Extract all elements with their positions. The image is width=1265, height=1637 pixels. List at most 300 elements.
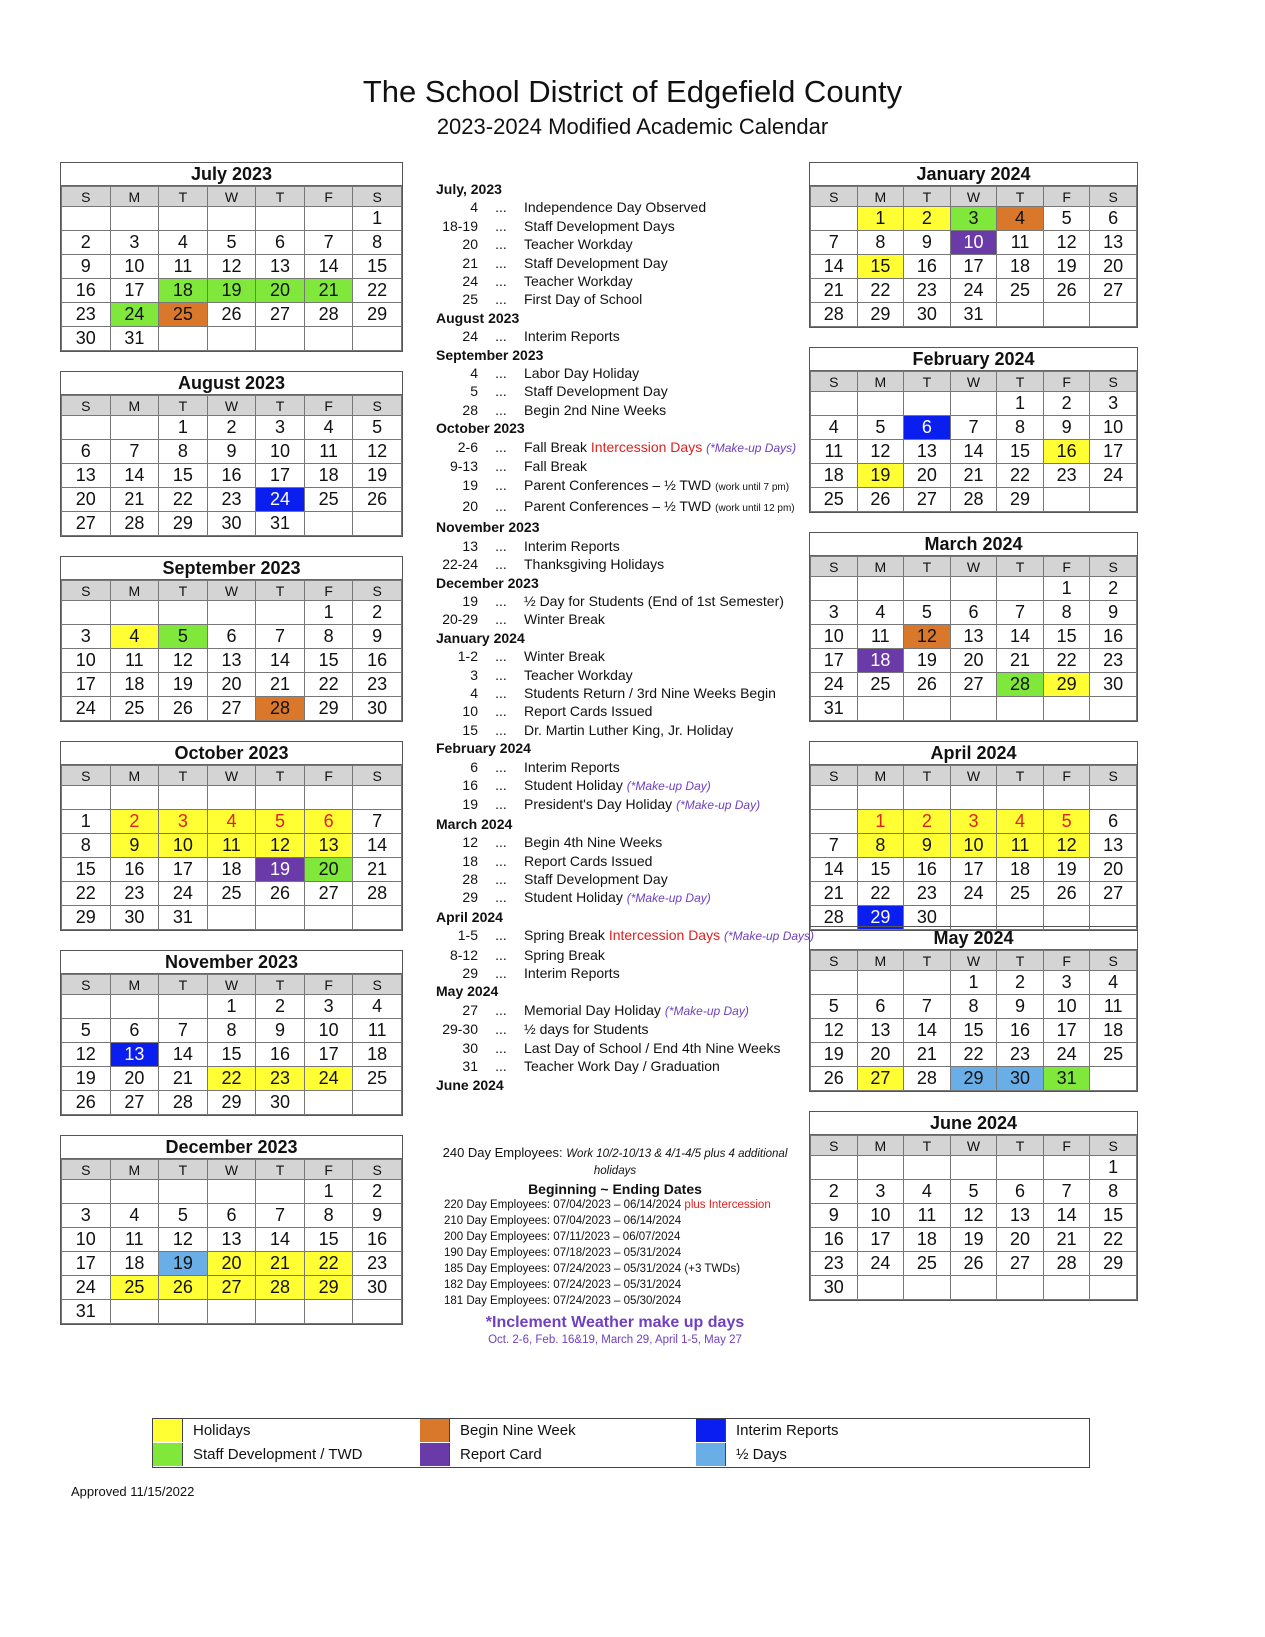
event-dots: ... [495, 758, 507, 775]
empty-cell [110, 207, 159, 231]
makeup-note: (*Make-up Day) [626, 779, 711, 793]
day-cell: 13 [256, 255, 305, 279]
month-calendar [809, 741, 1138, 931]
month-title: March 2024 [810, 533, 1137, 556]
weekday-header: M [857, 187, 904, 207]
day-cell: 17 [304, 1043, 353, 1067]
day-cell: 22 [997, 464, 1044, 488]
event-item [436, 684, 804, 702]
event-dots: ... [495, 1021, 507, 1038]
day-cell: 25 [353, 1067, 402, 1091]
event-item [436, 592, 804, 610]
employee-row: 185 Day Employees: 07/24/2023 – 05/31/2024 (+3 TWDs) [444, 1263, 741, 1275]
month-title: August 2023 [61, 372, 402, 395]
event-item [436, 537, 804, 555]
weekday-header: W [207, 766, 256, 786]
empty-cell [904, 786, 951, 810]
empty-cell [811, 971, 858, 995]
event-date: 31 [462, 1058, 478, 1075]
event-dots: ... [495, 777, 507, 793]
day-cell: 4 [997, 810, 1044, 834]
event-date: 21 [462, 254, 478, 271]
event-month-heading: October 2023 [436, 420, 525, 437]
event-date: 19 [462, 476, 478, 493]
day-cell: 19 [811, 1043, 858, 1067]
day-cell: 6 [1090, 810, 1137, 834]
day-cell: 30 [1090, 673, 1137, 697]
day-cell: 27 [997, 1252, 1044, 1276]
event-list [436, 180, 815, 1094]
weekday-header: F [304, 396, 353, 416]
day-cell: 3 [950, 207, 997, 231]
day-cell: 18 [353, 1043, 402, 1067]
weekday-header: W [207, 1160, 256, 1180]
day-cell: 21 [904, 1043, 951, 1067]
day-cell: 20 [857, 1043, 904, 1067]
day-cell: 23 [110, 882, 159, 906]
day-cell: 14 [1043, 1204, 1090, 1228]
weekday-header: S [353, 396, 402, 416]
day-cell: 16 [62, 279, 111, 303]
event-dots: ... [495, 852, 507, 869]
event-description: Interim Reports [524, 537, 620, 554]
day-cell: 8 [857, 834, 904, 858]
day-cell: 10 [304, 1019, 353, 1043]
weekday-header: T [256, 187, 305, 207]
day-cell: 11 [997, 231, 1044, 255]
empty-cell [1043, 1156, 1090, 1180]
day-cell: 14 [811, 858, 858, 882]
day-cell: 30 [353, 697, 402, 721]
event-dots: ... [495, 703, 507, 720]
month-title: April 2024 [810, 742, 1137, 765]
event-item [436, 666, 804, 684]
day-cell: 16 [997, 1019, 1044, 1043]
month-title: February 2024 [810, 348, 1137, 371]
intercession-note: plus Intercession [684, 1199, 771, 1211]
day-cell: 9 [904, 231, 951, 255]
empty-cell [1090, 1067, 1137, 1091]
event-date: 29 [462, 965, 478, 982]
empty-cell [62, 207, 111, 231]
day-cell: 24 [304, 1067, 353, 1091]
day-cell: 27 [1090, 882, 1137, 906]
day-cell: 20 [207, 673, 256, 697]
event-dots: ... [495, 592, 507, 609]
day-cell: 8 [1090, 1180, 1137, 1204]
day-cell: 20 [904, 464, 951, 488]
event-description: President's Day Holiday (*Make-up Day) [524, 796, 761, 813]
day-cell: 2 [62, 231, 111, 255]
day-cell: 24 [811, 673, 858, 697]
day-cell: 5 [950, 1180, 997, 1204]
event-dots: ... [495, 965, 507, 982]
day-cell: 19 [950, 1228, 997, 1252]
day-cell: 7 [256, 1204, 305, 1228]
event-date: 4 [470, 199, 478, 216]
day-cell: 5 [857, 416, 904, 440]
event-description: Teacher Workday [524, 273, 633, 290]
day-cell: 5 [353, 416, 402, 440]
empty-cell [1090, 303, 1137, 327]
day-cell: 26 [1043, 279, 1090, 303]
day-cell: 13 [207, 649, 256, 673]
weekday-header: M [110, 396, 159, 416]
makeup-note: (*Make-up Day) [664, 1003, 749, 1018]
day-cell: 25 [997, 882, 1044, 906]
empty-cell [304, 207, 353, 231]
event-date: 15 [462, 721, 478, 738]
day-cell: 29 [857, 303, 904, 327]
employee-row: 210 Day Employees: 07/04/2023 – 06/14/2024 [444, 1215, 682, 1227]
event-date: 19 [462, 796, 478, 813]
event-date: 6 [470, 758, 478, 775]
day-cell: 27 [207, 1276, 256, 1300]
day-cell: 7 [950, 416, 997, 440]
month-title: July 2023 [61, 163, 402, 186]
event-date: 28 [462, 871, 478, 888]
day-cell: 17 [62, 673, 111, 697]
day-cell: 2 [353, 1180, 402, 1204]
month-calendar [809, 347, 1138, 513]
empty-cell [1043, 786, 1090, 810]
event-description: ½ days for Students [524, 1021, 649, 1038]
day-cell: 25 [110, 697, 159, 721]
weekday-header: S [62, 766, 111, 786]
event-date: 29-30 [442, 1021, 478, 1038]
day-cell: 5 [207, 231, 256, 255]
day-cell: 26 [353, 488, 402, 512]
event-item [436, 702, 804, 720]
weekday-header: S [811, 766, 858, 786]
day-cell: 20 [304, 858, 353, 882]
month-title: November 2023 [61, 951, 402, 974]
day-cell: 12 [159, 1228, 208, 1252]
day-cell: 21 [950, 464, 997, 488]
day-cell: 8 [997, 416, 1044, 440]
month-calendar [60, 556, 403, 722]
weekday-header: W [207, 581, 256, 601]
day-cell: 15 [997, 440, 1044, 464]
weekday-header: W [207, 187, 256, 207]
day-cell: 7 [1043, 1180, 1090, 1204]
event-dots: ... [495, 796, 507, 813]
day-cell: 2 [353, 601, 402, 625]
weekday-header: S [62, 396, 111, 416]
event-dots: ... [495, 1001, 507, 1018]
legend-swatch [420, 1443, 450, 1466]
weekday-header: T [904, 1136, 951, 1156]
empty-cell [62, 786, 111, 810]
day-cell: 10 [159, 834, 208, 858]
day-cell: 17 [159, 858, 208, 882]
day-cell: 11 [304, 440, 353, 464]
day-cell: 8 [62, 834, 111, 858]
event-item [436, 926, 815, 945]
day-cell: 27 [1090, 279, 1137, 303]
day-cell: 27 [304, 882, 353, 906]
event-date: 18 [462, 852, 478, 869]
legend-swatch [696, 1443, 726, 1466]
event-description: Last Day of School / End 4th Nine Weeks [524, 1039, 781, 1056]
day-cell: 3 [950, 810, 997, 834]
day-cell: 26 [159, 697, 208, 721]
event-description: Spring Break Intercession Days (*Make-up Days) [524, 927, 815, 944]
day-cell: 19 [1043, 255, 1090, 279]
day-cell: 17 [256, 464, 305, 488]
day-cell: 18 [1090, 1019, 1137, 1043]
weekday-header: F [304, 975, 353, 995]
event-dots: ... [495, 556, 507, 573]
event-date: 29 [462, 889, 478, 906]
day-cell: 22 [304, 673, 353, 697]
day-cell: 8 [159, 440, 208, 464]
event-month-heading: December 2023 [436, 574, 539, 591]
day-cell: 24 [1090, 464, 1137, 488]
day-cell: 14 [950, 440, 997, 464]
day-cell: 22 [207, 1067, 256, 1091]
legend-label: Interim Reports [736, 1422, 839, 1439]
weekday-header: S [811, 372, 858, 392]
event-description: Winter Break [524, 648, 605, 665]
event-item [436, 555, 804, 573]
day-cell: 28 [110, 512, 159, 536]
day-cell: 15 [207, 1043, 256, 1067]
day-cell: 20 [110, 1067, 159, 1091]
event-month-heading: November 2023 [436, 519, 540, 536]
day-cell: 7 [304, 231, 353, 255]
event-dots: ... [495, 648, 507, 665]
event-description: Teacher Workday [524, 666, 633, 683]
day-cell: 26 [811, 1067, 858, 1091]
day-cell: 16 [353, 649, 402, 673]
day-cell: 8 [207, 1019, 256, 1043]
weekday-header: T [159, 581, 208, 601]
day-cell: 5 [159, 625, 208, 649]
day-cell: 16 [207, 464, 256, 488]
day-cell: 27 [950, 673, 997, 697]
day-cell: 16 [811, 1228, 858, 1252]
day-cell: 22 [304, 1252, 353, 1276]
event-month-heading: May 2024 [436, 983, 499, 1000]
empty-cell [857, 786, 904, 810]
employee-row: 190 Day Employees: 07/18/2023 – 05/31/2024 [444, 1247, 682, 1259]
day-cell: 12 [950, 1204, 997, 1228]
event-item [436, 497, 804, 518]
legend-swatch [696, 1419, 726, 1442]
day-cell: 4 [857, 601, 904, 625]
empty-cell [256, 906, 305, 930]
day-cell: 2 [207, 416, 256, 440]
day-cell: 15 [1090, 1204, 1137, 1228]
day-cell: 23 [904, 279, 951, 303]
day-cell: 19 [62, 1067, 111, 1091]
day-cell: 19 [256, 858, 305, 882]
event-item [436, 235, 804, 253]
day-cell: 31 [256, 512, 305, 536]
event-dots: ... [495, 889, 507, 906]
day-cell: 3 [110, 231, 159, 255]
event-date: 28 [462, 401, 478, 418]
legend-swatch [153, 1443, 183, 1466]
empty-cell [950, 392, 997, 416]
month-calendar [60, 741, 403, 931]
event-item [436, 888, 804, 907]
day-cell: 6 [110, 1019, 159, 1043]
day-cell: 1 [207, 995, 256, 1019]
day-cell: 16 [904, 255, 951, 279]
event-description: First Day of School [524, 291, 643, 308]
day-cell: 20 [1090, 858, 1137, 882]
weekday-header: F [1043, 187, 1090, 207]
event-date: 13 [462, 537, 478, 554]
day-cell: 7 [811, 834, 858, 858]
weekday-header: S [1090, 766, 1137, 786]
makeup-note: (*Make-up Day) [676, 798, 761, 813]
day-cell: 11 [159, 255, 208, 279]
weekday-header: M [110, 581, 159, 601]
empty-cell [207, 327, 256, 351]
day-cell: 4 [110, 1204, 159, 1228]
day-cell: 8 [304, 625, 353, 649]
day-cell: 31 [159, 906, 208, 930]
day-cell: 18 [110, 673, 159, 697]
day-cell: 26 [207, 303, 256, 327]
intercession-note: Intercession Days [590, 438, 703, 455]
day-cell: 21 [1043, 1228, 1090, 1252]
day-cell: 5 [811, 995, 858, 1019]
day-cell: 15 [62, 858, 111, 882]
empty-cell [353, 906, 402, 930]
day-cell: 21 [997, 649, 1044, 673]
event-dots: ... [495, 236, 507, 253]
day-cell: 6 [62, 440, 111, 464]
month-calendar [60, 371, 403, 537]
day-cell: 29 [1090, 1252, 1137, 1276]
day-cell: 13 [1090, 231, 1137, 255]
month-title: June 2024 [810, 1112, 1137, 1135]
day-cell: 7 [997, 601, 1044, 625]
month-calendar [60, 162, 403, 352]
month-title: December 2023 [61, 1136, 402, 1159]
empty-cell [353, 1300, 402, 1324]
day-cell: 30 [110, 906, 159, 930]
day-cell: 16 [904, 858, 951, 882]
empty-cell [256, 207, 305, 231]
work-hours-note: (work until 7 pm) [715, 481, 790, 493]
event-date: 24 [462, 273, 478, 290]
empty-cell [207, 207, 256, 231]
month-calendar [60, 1135, 403, 1325]
day-cell: 21 [256, 673, 305, 697]
day-cell: 11 [110, 1228, 159, 1252]
day-cell: 12 [857, 440, 904, 464]
empty-cell [1090, 697, 1137, 721]
weekday-header: T [904, 951, 951, 971]
day-cell: 31 [950, 303, 997, 327]
day-cell: 11 [857, 625, 904, 649]
day-cell: 3 [256, 416, 305, 440]
event-item [436, 946, 804, 964]
empty-cell [997, 786, 1044, 810]
weather-title: *Inclement Weather make up days [485, 1314, 745, 1331]
day-cell: 4 [353, 995, 402, 1019]
event-date: 19 [462, 592, 478, 609]
legend-item [420, 1443, 542, 1466]
day-cell: 28 [1043, 1252, 1090, 1276]
day-cell: 22 [353, 279, 402, 303]
employee-heading: Beginning ~ Ending Dates [528, 1181, 702, 1197]
month-title: May 2024 [810, 927, 1137, 950]
day-cell: 25 [304, 488, 353, 512]
empty-cell [1043, 697, 1090, 721]
event-date: 16 [462, 777, 478, 793]
day-cell: 12 [811, 1019, 858, 1043]
event-description: Parent Conferences – ½ TWD (work until 12 pm) [524, 497, 795, 514]
event-item [436, 1039, 804, 1057]
event-month-heading: August 2023 [436, 309, 520, 326]
day-cell: 20 [1090, 255, 1137, 279]
weekday-header: F [1043, 372, 1090, 392]
empty-cell [159, 786, 208, 810]
day-cell: 5 [62, 1019, 111, 1043]
day-cell: 12 [256, 834, 305, 858]
day-cell: 14 [256, 1228, 305, 1252]
day-cell: 9 [353, 1204, 402, 1228]
day-cell: 8 [950, 995, 997, 1019]
empty-cell [304, 1300, 353, 1324]
day-cell: 29 [353, 303, 402, 327]
day-cell: 4 [159, 231, 208, 255]
empty-cell [256, 601, 305, 625]
event-item [436, 964, 804, 982]
event-date: 10 [462, 703, 478, 720]
event-dots: ... [495, 611, 507, 628]
empty-cell [62, 601, 111, 625]
day-cell: 4 [904, 1180, 951, 1204]
event-date: 30 [462, 1039, 478, 1056]
event-description: Dr. Martin Luther King, Jr. Holiday [524, 721, 734, 738]
day-cell: 18 [997, 858, 1044, 882]
weekday-header: W [950, 766, 997, 786]
weekday-header: T [256, 975, 305, 995]
event-item [436, 198, 804, 216]
day-cell: 22 [159, 488, 208, 512]
legend-item [696, 1419, 839, 1442]
weekday-header: T [997, 557, 1044, 577]
event-dots: ... [495, 273, 507, 290]
day-cell: 14 [353, 834, 402, 858]
event-description: ½ Day for Students (End of 1st Semester) [524, 592, 784, 609]
event-description: Spring Break [524, 946, 605, 963]
event-date: 9-13 [449, 458, 478, 475]
weekday-header: F [304, 766, 353, 786]
empty-cell [110, 1300, 159, 1324]
day-cell: 10 [1090, 416, 1137, 440]
weekday-header: T [904, 766, 951, 786]
day-cell: 27 [904, 488, 951, 512]
weekday-header: M [110, 975, 159, 995]
employee-row: 220 Day Employees: 07/04/2023 – 06/14/2024 plus Intercession [444, 1199, 771, 1211]
day-cell: 9 [62, 255, 111, 279]
day-cell: 8 [857, 231, 904, 255]
day-cell: 16 [1043, 440, 1090, 464]
weekday-header: F [1043, 951, 1090, 971]
day-cell: 28 [353, 882, 402, 906]
event-description: Independence Day Observed [524, 199, 707, 216]
day-cell: 4 [110, 625, 159, 649]
event-month-heading: April 2024 [436, 908, 503, 925]
